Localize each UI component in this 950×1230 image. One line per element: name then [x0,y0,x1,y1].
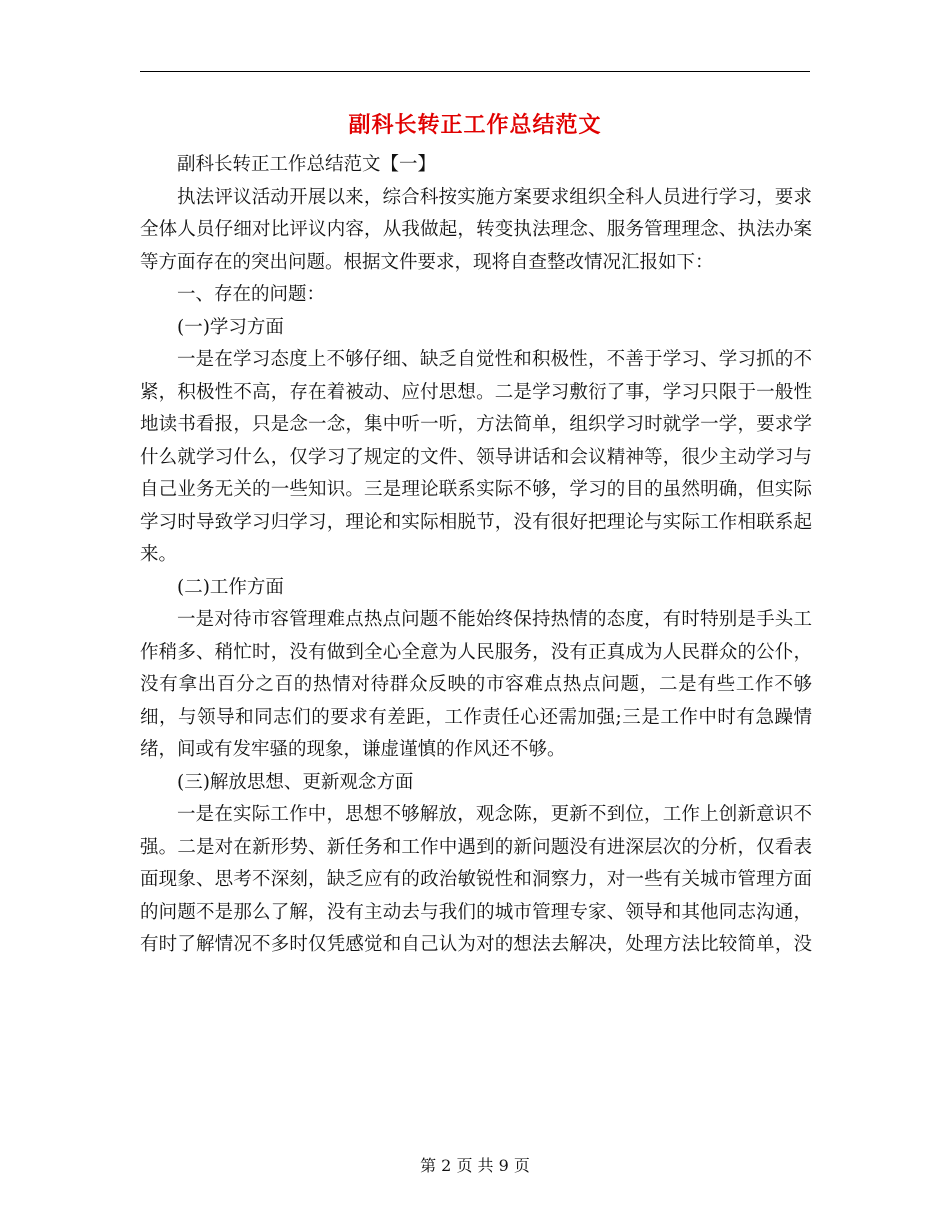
document-title: 副科长转正工作总结范文 [348,112,602,138]
section-heading: 副科长转正工作总结范文【一】 [177,154,437,175]
page-number: 第 2 页 共 9 页 [420,1156,530,1175]
body-paragraph: 执法评议活动开展以来，综合科按实施方案要求组织全科人员进行学习，要求全体人员仔细对比评议内容，从我做起，转变执法理念、服务管理理念、执法办案等方面存在的突出问题。根据文件要求，现将自查整改情况汇报如下： [140,186,812,273]
document-body [140,149,812,962]
subsection-heading: (一)学习方面 [177,316,284,338]
subsection-heading: (三)解放思想、更新观念方面 [177,771,414,793]
subsection-heading: (二)工作方面 [177,576,284,598]
body-paragraph: 一是在学习态度上不够仔细、缺乏自觉性和积极性，不善于学习、学习抓的不紧，积极性不高，存在着被动、应付思想。二是学习敷衍了事，学习只限于一般性地读书看报，只是念一念，集中听一听，方法简单，组织学习时就学一学，要求学什么就学习什么，仅学习了规定的文件、领导讲话和会议精神等，很少主动学习与自己业务无关的一些知识。三是理论联系实际不够，学习的目的虽然明确，但实际学习时导致学习归学习，理论和实际相脱节，没有很好把理论与实际工作相联系起来。 [140,349,812,565]
body-paragraph: 一是对待市容管理难点热点问题不能始终保持热情的态度，有时特别是手头工作稍多、稍忙时，没有做到全心全意为人民服务，没有正真成为人民群众的公仆，没有拿出百分之百的热情对待群众反映的市容难点热点问题，二是有些工作不够细，与领导和同志们的要求有差距，工作责任心还需加强;三是工作中时有急躁情绪，间或有发牢骚的现象，谦虚谨慎的作风还不够。 [140,609,812,760]
section-heading: 一、存在的问题： [177,284,326,305]
header-rule [140,71,810,72]
body-paragraph: 一是在实际工作中，思想不够解放，观念陈，更新不到位，工作上创新意识不强。二是对在新形势、新任务和工作中遇到的新问题没有进深层次的分析，仅看表面现象、思考不深刻，缺乏应有的政治敏锐性和洞察力，对一些有关城市管理方面的问题不是那么了解，没有主动去与我们的城市管理专家、领导和其他同志沟通，有时了解情况不多时仅凭感觉和自己认为对的想法去解决，处理方法比较简单，没 [140,804,812,955]
